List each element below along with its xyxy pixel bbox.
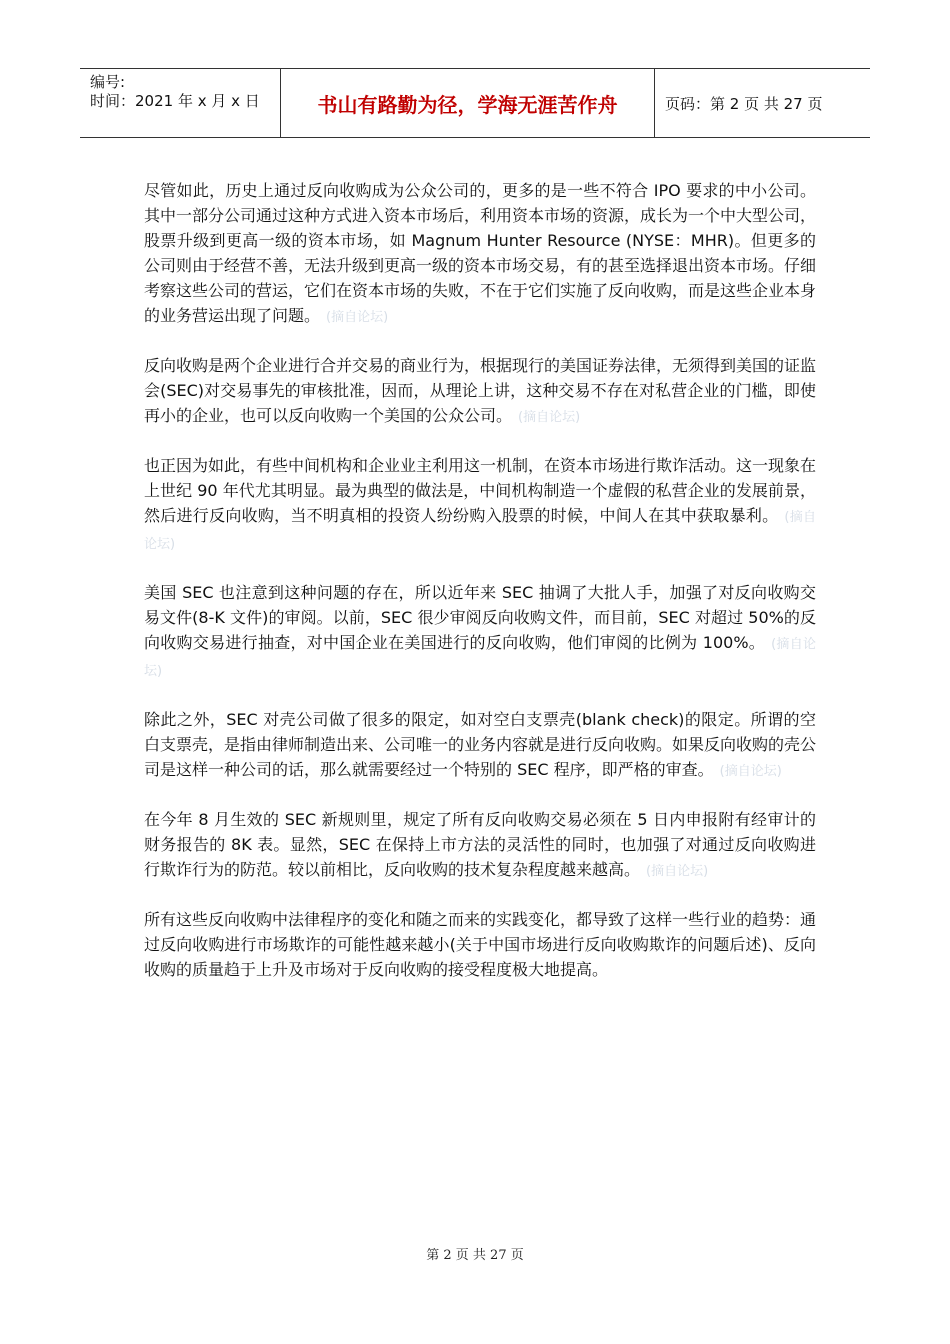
paragraph-2 [144,353,816,430]
paragraph-5 [144,707,816,784]
paragraph-1 [144,178,816,330]
document-date-label: 时间：2021 年 x 月 x 日 [90,92,260,110]
paragraph-3 [144,453,816,557]
source-mark: (摘自论坛) [646,864,709,879]
source-mark: (摘自论坛) [326,310,389,325]
document-number-label: 编号: [90,73,126,91]
paragraph-4 [144,580,816,684]
paragraph-text: 除此之外，SEC 对壳公司做了很多的限定，如对空白支票壳(blank check)的限定。所谓的空白支票壳，是指由律师制造出来、公司唯一的业务内容就是进行反向收购。如果反向收购的壳公司是这样一种公司的话，那么就需要经过一个特别的 SEC 程序，即严格的审查。 [144,710,817,779]
paragraph-text: 美国 SEC 也注意到这种问题的存在，所以近年来 SEC 抽调了大批人手，加强了对反向收购交易文件(8-K 文件)的审阅。以前，SEC 很少审阅反向收购文件，而目前，SEC 对超过 50%的反向收购交易进行抽查，对中国企业在美国进行的反向收购，他们审阅的比例为 100%。 [144,583,816,652]
source-mark: (摘自论坛) [518,410,581,425]
paragraph-text: 在今年 8 月生效的 SEC 新规则里，规定了所有反向收购交易必须在 5 日内申报附有经审计的财务报告的 8K 表。显然，SEC 在保持上市方法的灵活性的同时，也加强了对通过反向收购进行欺诈行为的防范。较以前相比，反向收购的技术复杂程度越来越高。 [144,810,816,879]
document-body [144,178,816,1007]
header-page-info: 页码：第 2 页 共 27 页 [665,94,823,113]
paragraph-text: 所有这些反向收购中法律程序的变化和随之而来的实践变化，都导致了这样一些行业的趋势：通过反向收购进行市场欺诈的可能性越来越小(关于中国市场进行反向收购欺诈的问题后述)、反向收购的质量趋于上升及市场对于反向收购的接受程度极大地提高。 [144,910,817,979]
page-header [80,68,870,138]
paragraph-7 [144,907,816,984]
source-mark: (摘自论坛) [719,764,782,779]
paragraph-text: 也正因为如此，有些中间机构和企业业主利用这一机制，在资本市场进行欺诈活动。这一现象在上世纪 90 年代尤其明显。最为典型的做法是，中间机构制造一个虚假的私营企业的发展前景，然后进行反向收购，当不明真相的投资人纷纷购入股票的时候，中间人在其中获取暴利。 [144,456,817,525]
source-mark: (摘自论坛) [144,510,816,552]
paragraph-6 [144,807,816,884]
paragraph-text: 反向收购是两个企业进行合并交易的商业行为，根据现行的美国证券法律，无须得到美国的证监会(SEC)对交易事先的审核批准，因而，从理论上讲，这种交易不存在对私营企业的门槛，即使再小的企业，也可以反向收购一个美国的公众公司。 [144,356,817,425]
page-footer: 第 2 页 共 27 页 [426,1248,524,1263]
header-motto: 书山有路勤为径，学海无涯苦作舟 [280,69,655,137]
paragraph-text: 尽管如此，历史上通过反向收购成为公众公司的，更多的是一些不符合 IPO 要求的中小公司。其中一部分公司通过这种方式进入资本市场后，利用资本市场的资源，成长为一个中大型公司，股票升级到更高一级的资本市场，如 Magnum Hunter Resource (NYSE：MHR)。但更多的公司则由于经营不善，无法升级到更高一级的资本市场交易，有的甚至选择退出资本市场。仔细考察这些公司的营运，它们在资本市场的失败，不在于它们实施了反向收购，而是这些企业本身的业务营运出现了问题。 [144,181,817,325]
source-mark: (摘自论坛) [144,637,816,679]
header-meta [80,69,280,137]
